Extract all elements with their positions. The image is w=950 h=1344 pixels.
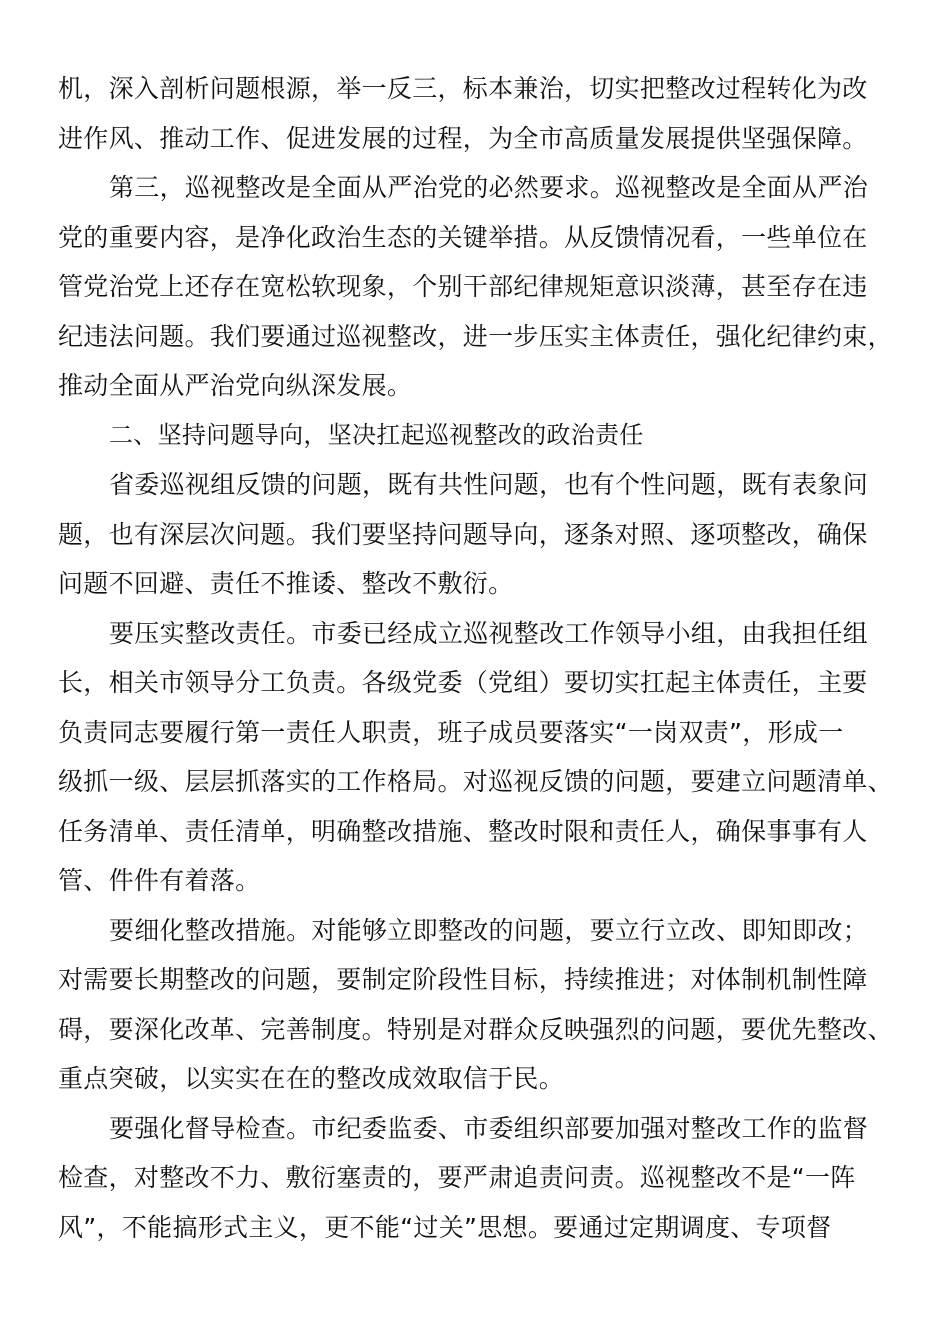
section-heading: 二、坚持问题导向，坚决扛起巡视整改的政治责任 (109, 420, 644, 449)
text-line: 题，也有深层次问题。我们要坚持问题导向，逐条对照、逐项整改，确保 (58, 519, 868, 549)
text-line: 检查，对整改不力、敷衍塞责的，要严肃追责问责。巡视整改不是“一阵 (58, 1163, 856, 1192)
text-line: 省委巡视组反馈的问题，既有共性问题，也有个性问题，既有表象问 (109, 470, 869, 499)
text-line: 管、件件有着落。 (58, 866, 261, 895)
text-line: 风”，不能搞形式主义，更不能“过关”思想。要通过定期调度、专项督 (58, 1212, 832, 1242)
text-line: 进作风、推动工作、促进发展的过程，为全市高质量发展提供坚强保障。 (58, 123, 868, 153)
text-line: 长，相关市领导分工负责。各级党委（党组）要切实扛起主体责任，主要 (58, 668, 868, 697)
text-line: 第三，巡视整改是全面从严治党的必然要求。巡视整改是全面从严治 (109, 173, 869, 202)
text-line: 纪违法问题。我们要通过巡视整改，进一步压实主体责任，强化纪律约束， (58, 321, 893, 351)
text-line: 级抓一级、层层抓落实的工作格局。对巡视反馈的问题，要建立问题清单、 (58, 767, 893, 796)
text-line: 碍，要深化改革、完善制度。特别是对群众反映强烈的问题，要优先整改、 (58, 1014, 893, 1044)
document-body (58, 64, 893, 1252)
text-line: 负责同志要履行第一责任人职责，班子成员要落实“一岗双责”，形成一 (58, 717, 844, 747)
text-line: 要压实整改责任。市委已经成立巡视整改工作领导小组，由我担任组 (109, 618, 869, 648)
text-line: 任务清单、责任清单，明确整改措施、整改时限和责任人，确保事事有人 (58, 816, 868, 846)
text-line: 重点突破，以实实在在的整改成效取信于民。 (58, 1064, 565, 1093)
text-line: 对需要长期整改的问题，要制定阶段性目标，持续推进；对体制机制性障 (58, 965, 868, 994)
text-line: 管党治党上还存在宽松软现象，个别干部纪律规矩意识淡薄，甚至存在违 (58, 272, 868, 301)
text-line: 党的重要内容，是净化政治生态的关键举措。从反馈情况看，一些单位在 (58, 222, 868, 252)
text-line: 要细化整改措施。对能够立即整改的问题，要立行立改、即知即改； (109, 915, 869, 945)
text-line: 问题不回避、责任不推诿、整改不敷衍。 (58, 569, 514, 598)
text-line: 推动全面从严治党向纵深发展。 (58, 371, 413, 400)
text-line: 机，深入剖析问题根源，举一反三，标本兼治，切实把整改过程转化为改 (58, 74, 868, 103)
text-line: 要强化督导检查。市纪委监委、市委组织部要加强对整改工作的监督 (109, 1113, 869, 1143)
